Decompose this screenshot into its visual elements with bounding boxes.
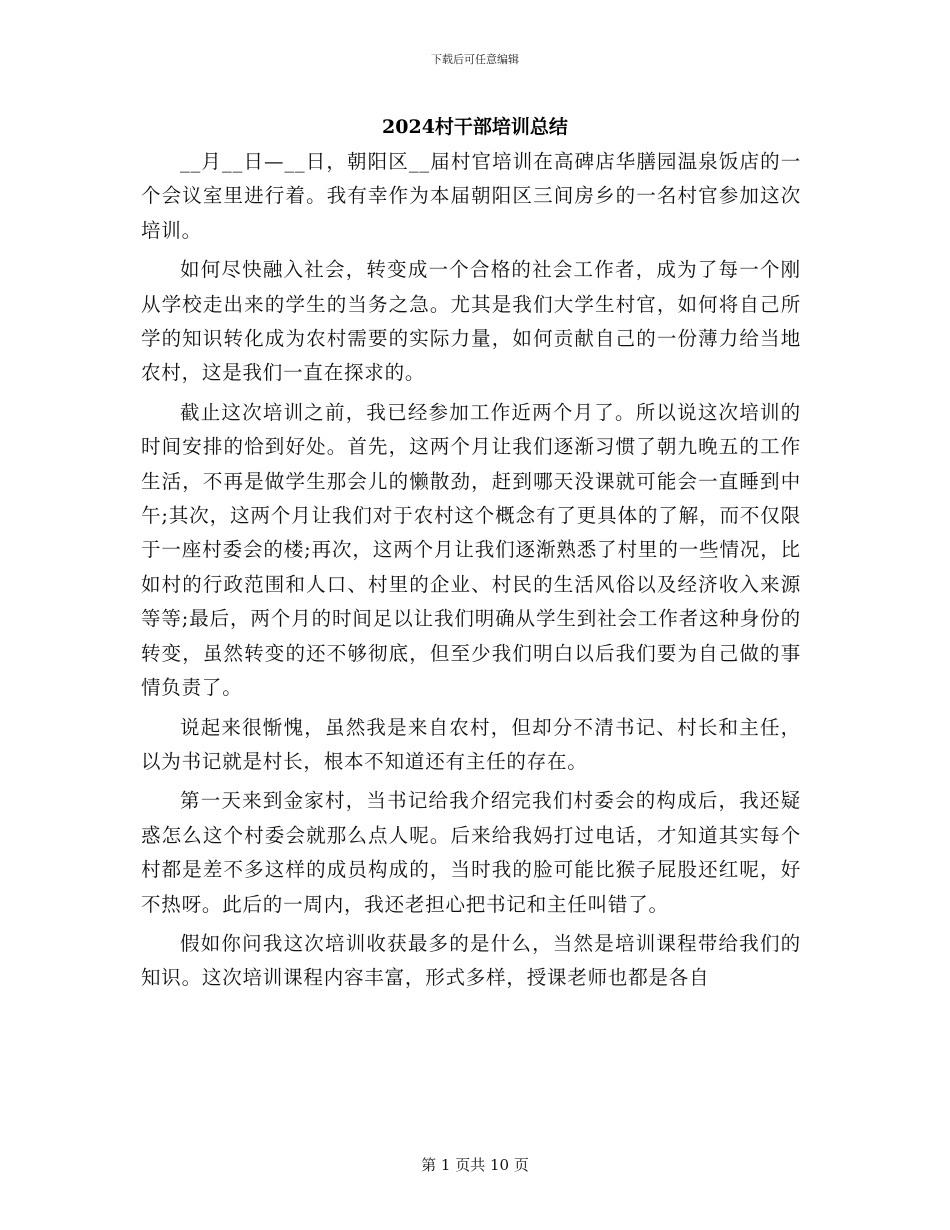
body-paragraph: __月__日—__日，朝阳区__届村官培训在高碑店华膳园温泉饭店的一个会议室里进行着。我有幸作为本届朝阳区三间房乡的一名村官参加这次培训。 bbox=[141, 150, 801, 242]
body-paragraph: 截止这次培训之前，我已经参加工作近两个月了。所以说这次培训的时间安排的恰到好处。首先，这两个月让我们逐渐习惯了朝九晚五的工作生活，不再是做学生那会儿的懒散劲，赶到哪天没课就可能会一直睡到中午;其次，这两个月让我们对于农村这个概念有了更具体的了解，而不仅限于一座村委会的楼;再次，这两个月让我们逐渐熟悉了村里的一些情况，比如村的行政范围和人口、村里的企业、村民的生活风俗以及经济收入来源等等;最后，两个月的时间足以让我们明确从学生到社会工作者这种身份的转变，虽然转变的还不够彻底，但至少我们明白以后我们要为自己做的事情负责了。 bbox=[141, 400, 801, 700]
page-header-note: 下载后可任意编辑 bbox=[431, 53, 519, 66]
body-paragraph: 第一天来到金家村，当书记给我介绍完我们村委会的构成后，我还疑惑怎么这个村委会就那么点人呢。后来给我妈打过电话，才知道其实每个村都是差不多这样的成员构成的，当时我的脸可能比猴子屁股还红呢，好不热呀。此后的一周内，我还老担心把书记和主任叫错了。 bbox=[141, 789, 801, 916]
body-paragraph: 说起来很惭愧，虽然我是来自农村，但却分不清书记、村长和主任，以为书记就是村长，根本不知道还有主任的存在。 bbox=[141, 715, 801, 773]
body-paragraph: 如何尽快融入社会，转变成一个合格的社会工作者，成为了每一个刚从学校走出来的学生的当务之急。尤其是我们大学生村官，如何将自己所学的知识转化成为农村需要的实际力量，如何贡献自己的一份薄力给当地农村，这是我们一直在探求的。 bbox=[141, 258, 801, 385]
page-number-footer: 第 1 页共 10 页 bbox=[421, 1156, 529, 1174]
body-paragraph: 假如你问我这次培训收获最多的是什么，当然是培训课程带给我们的知识。这次培训课程内容丰富，形式多样，授课老师也都是各自 bbox=[141, 931, 801, 990]
document-body bbox=[141, 145, 801, 1001]
document-title: 2024村干部培训总结 bbox=[382, 116, 568, 138]
